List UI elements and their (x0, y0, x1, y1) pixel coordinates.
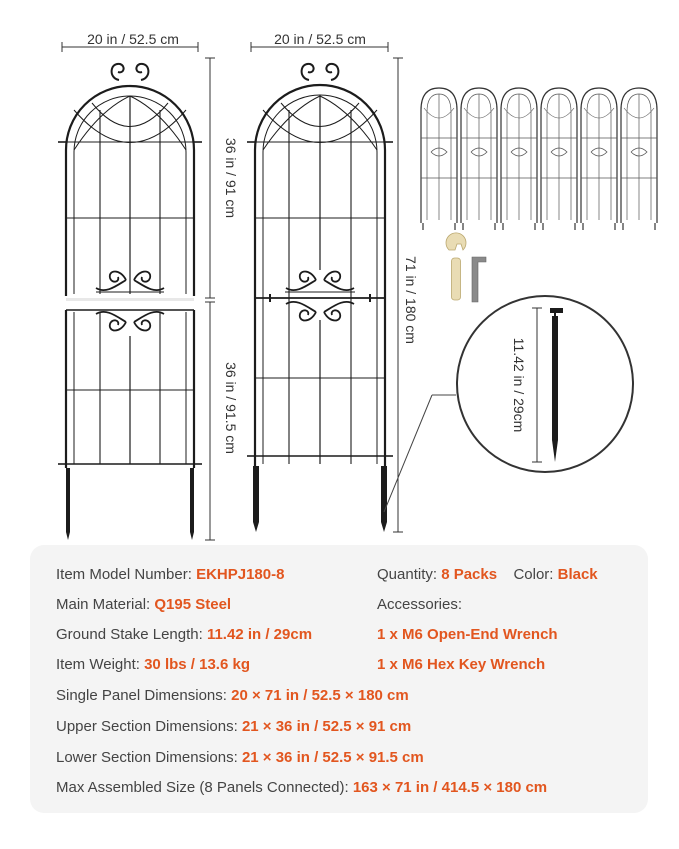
lower-height-label: 36 in / 91.5 cm (223, 362, 239, 454)
max-assembled-value: 163 × 71 in / 414.5 × 180 cm (352, 779, 548, 796)
quantity-color-row (377, 566, 598, 584)
max-assembled-label: Max Assembled Size (8 Panels Connected): (56, 779, 349, 796)
left-panel-drawing (58, 42, 215, 540)
upper-section-label: Upper Section Dimensions: (56, 718, 238, 735)
upper-section-row (56, 718, 411, 736)
left-width-label: 20 in / 52.5 cm (87, 31, 179, 47)
weight-label: Item Weight: (56, 656, 140, 673)
stake-detail-callout (384, 296, 633, 512)
material-row (56, 596, 231, 614)
single-panel-label: Single Panel Dimensions: (56, 687, 227, 704)
upper-section-value: 21 × 36 in / 52.5 × 91 cm (241, 718, 412, 735)
accessory-hex-key-wrench: 1 x M6 Hex Key Wrench (377, 656, 546, 673)
stake-length-spec-label: Ground Stake Length: (56, 626, 203, 643)
wrench-icon (446, 233, 466, 300)
lower-section-row (56, 749, 424, 767)
stake-length-label: 11.42 in / 29cm (511, 337, 527, 433)
quantity-value: 8 Packs (441, 566, 498, 583)
color-label: Color: (513, 566, 554, 583)
model-number-label: Item Model Number: (56, 566, 192, 583)
single-panel-value: 20 × 71 in / 52.5 × 180 cm (231, 687, 409, 704)
max-assembled-row (56, 779, 547, 797)
accessories-label: Accessories: (377, 596, 463, 613)
right-panel-drawing (247, 42, 403, 532)
single-panel-row (56, 687, 409, 705)
model-number-row (56, 566, 284, 584)
mini-panel-row (421, 88, 657, 230)
total-height-label: 71 in / 180 cm (403, 256, 419, 344)
lower-section-value: 21 × 36 in / 52.5 × 91.5 cm (241, 749, 424, 766)
material-label: Main Material: (56, 596, 151, 613)
weight-row (56, 656, 250, 674)
accessory-item (377, 656, 545, 674)
hex-key-icon (472, 257, 486, 302)
weight-value: 30 lbs / 13.6 kg (144, 656, 250, 673)
lower-section-label: Lower Section Dimensions: (56, 749, 238, 766)
accessory-open-end-wrench: 1 x M6 Open-End Wrench (377, 626, 558, 643)
stake-length-row (56, 626, 312, 644)
upper-height-label: 36 in / 91 cm (223, 137, 239, 219)
model-number-value: EKHPJ180-8 (196, 566, 285, 583)
material-value: Q195 Steel (154, 596, 232, 613)
right-width-label: 20 in / 52.5 cm (274, 31, 366, 47)
accessory-item (377, 626, 558, 644)
stake-length-spec-value: 11.42 in / 29cm (206, 626, 313, 643)
color-value: Black (557, 566, 598, 583)
specifications-panel (30, 545, 648, 813)
quantity-label: Quantity: (377, 566, 438, 583)
